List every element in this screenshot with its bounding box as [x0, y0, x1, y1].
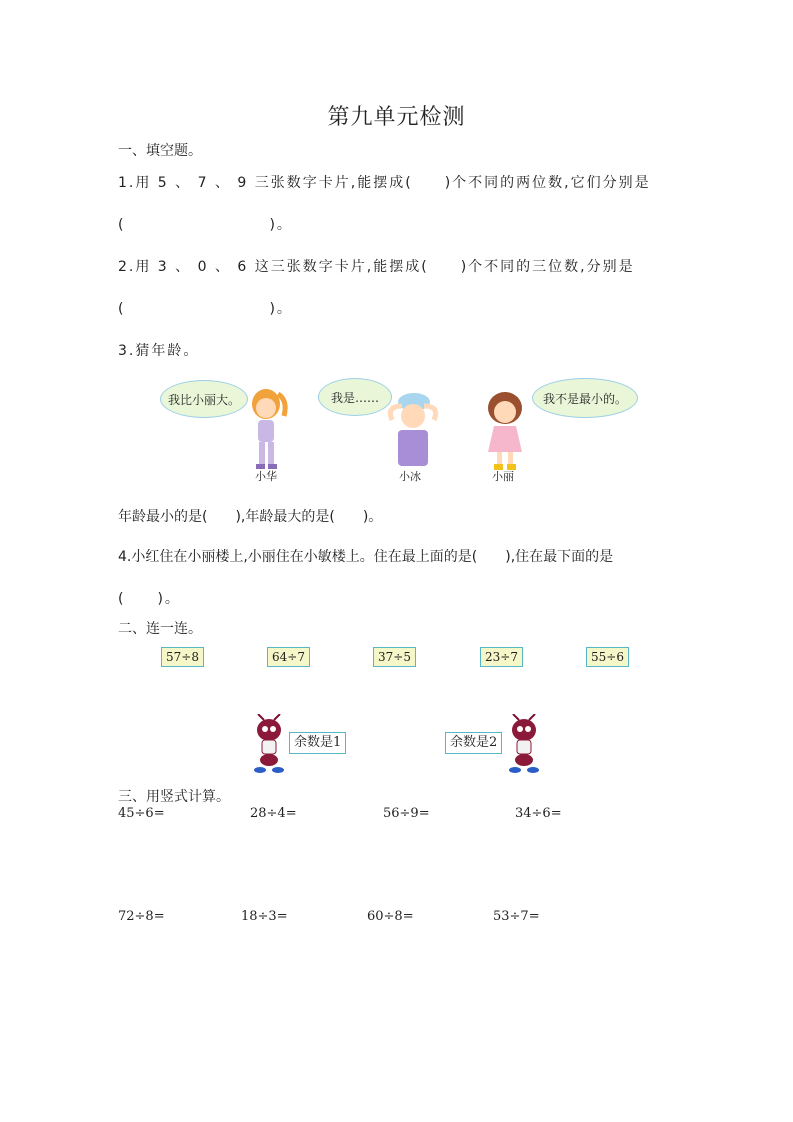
speech-bubble-xiaobing: 我是……: [318, 378, 392, 416]
girl-xiaoli-figure: [480, 390, 532, 472]
division-card-4[interactable]: 23÷7: [480, 647, 523, 667]
division-card-2[interactable]: 64÷7: [267, 647, 310, 667]
division-card-5[interactable]: 55÷6: [586, 647, 629, 667]
question-4-line-1: 4.小红住在小丽楼上,小丽住在小敏楼上。住在最上面的是( ),住在最下面的是: [118, 549, 614, 565]
girl-xiaohua-figure: [242, 384, 292, 472]
section-fill-heading: 一、填空题。: [118, 143, 202, 159]
speech-bubble-xiaohua: 我比小丽大。: [160, 380, 248, 418]
remainder-sign-1[interactable]: 余数是1: [289, 732, 346, 754]
question-1-line-1: 1.用 5 、 7 、 9 三张数字卡片,能摆成( )个不同的两位数,它们分别是: [118, 175, 651, 191]
calc-1-2: 28÷4=: [250, 806, 297, 821]
section-connect-heading: 二、连一连。: [118, 621, 202, 637]
name-label-xiaohua: 小华: [255, 470, 277, 483]
question-1-line-2: ( )。: [118, 217, 293, 233]
question-2-line-2: ( )。: [118, 301, 293, 317]
calc-2-2: 18÷3=: [241, 909, 288, 924]
ant-character-right: [505, 714, 545, 774]
calc-2-3: 60÷8=: [367, 909, 414, 924]
section-vertical-heading: 三、用竖式计算。: [118, 789, 230, 805]
ant-character-left: [250, 714, 290, 774]
page-title: 第九单元检测: [327, 105, 466, 130]
name-label-xiaobing: 小冰: [399, 470, 421, 483]
question-4-line-2: ( )。: [118, 591, 181, 607]
calc-2-1: 72÷8=: [118, 909, 165, 924]
calc-2-4: 53÷7=: [493, 909, 540, 924]
division-card-3[interactable]: 37÷5: [373, 647, 416, 667]
division-card-1[interactable]: 57÷8: [161, 647, 204, 667]
name-label-xiaoli: 小丽: [492, 470, 514, 483]
question-3-answer: 年龄最小的是( ),年龄最大的是( )。: [118, 509, 383, 525]
guess-age-illustration: [162, 372, 634, 482]
question-2-line-1: 2.用 3 、 0 、 6 这三张数字卡片,能摆成( )个不同的三位数,分别是: [118, 259, 635, 275]
speech-bubble-xiaoli: 我不是最小的。: [532, 378, 638, 418]
calc-1-4: 34÷6=: [515, 806, 562, 821]
remainder-sign-2[interactable]: 余数是2: [445, 732, 502, 754]
question-3-label: 3.猜年龄。: [118, 343, 200, 359]
boy-xiaobing-figure: [384, 390, 442, 470]
calc-1-1: 45÷6=: [118, 806, 165, 821]
calc-1-3: 56÷9=: [383, 806, 430, 821]
